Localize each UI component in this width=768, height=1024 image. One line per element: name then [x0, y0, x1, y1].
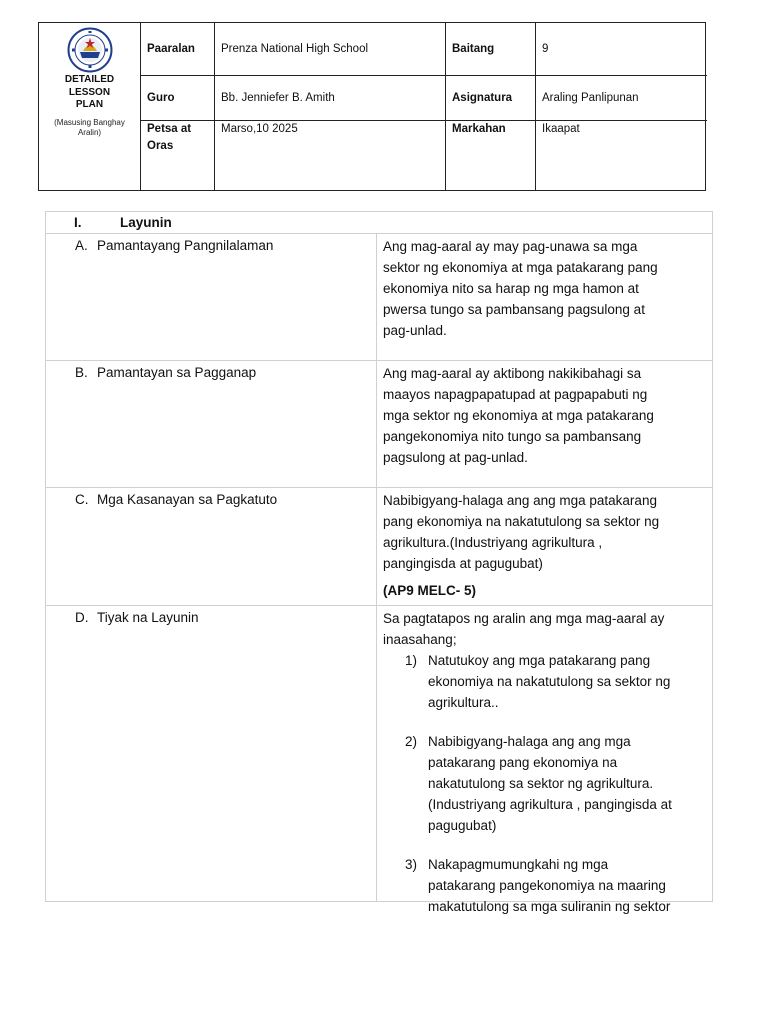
table-row — [46, 488, 712, 606]
objectives-table — [45, 211, 713, 914]
row-content: Ang mag-aaral ay may pag-unawa sa mga sektor ng ekonomiya at mga patakarang pang ekonomiya nito sa harap ng mga hamon at pwersa tungo sa pambansang pagsulong at pag-unlad. — [383, 239, 658, 338]
row-content: Sa pagtatapos ng aralin ang mga mag-aaral ay inaasahang; 1) Natutukoy ang mga patakarang pang ekonomiya na nakatutulong sa sektor ng agrikultura.. 2) Nabibigyang-halaga ang ang mga patakarang pang ekonomiya na nakatutulong sa sektor ng agrikultura. (Industriyang agrikultura , pangingisda at pagugubat) 3) Nakapagmumungkahi ng mga patakarang pangekonomiya na maaring makatutulong sa mga suliranin ng sektor — [377, 606, 712, 901]
date-value: Marso,10 2025 — [215, 121, 446, 190]
plan-title: DETAILED LESSON PLAN — [64, 74, 115, 110]
logo-cell — [39, 23, 141, 190]
row-label: B. Pamantayan sa Pagganap — [46, 361, 377, 487]
quarter-value: Ikaapat — [542, 123, 580, 135]
melc-code: (AP9 MELC- 5) — [383, 583, 477, 598]
list-item: 1) Natutukoy ang mga patakarang pang ekonomiya na nakatutulong sa sektor ng agrikultura.. — [405, 653, 671, 710]
row-content: Ang mag-aaral ay aktibong nakikibahagi sa maayos napagpapatupad at pagpapabuti ng mga sektor ng ekonomiya at mga patakarang pangekonomiya nito tungo sa pambansang pagsulong at pag-unlad. — [383, 366, 654, 465]
lesson-plan-header — [38, 22, 706, 191]
row-content: Nabibigyang-halaga ang ang mga patakarang pang ekonomiya na nakatutulong sa sektor ng agrikultura.(Industriyang agrikultura , pangingisda at pagugubat) (AP9 MELC- 5) — [377, 488, 712, 605]
row-label: D. Tiyak na Layunin — [46, 606, 377, 901]
school-label: Paaralan — [141, 23, 215, 76]
table-row — [46, 606, 712, 914]
plan-subtitle: (Masusing Banghay Aralin) — [54, 117, 125, 137]
section-title: Layunin — [120, 214, 172, 230]
subject-value: Araling Panlipunan — [536, 76, 707, 121]
objective-list — [405, 650, 706, 917]
deped-seal-icon — [67, 27, 113, 73]
row-label: C. Mga Kasanayan sa Pagkatuto — [46, 488, 377, 605]
school-value: Prenza National High School — [215, 23, 446, 76]
table-row — [46, 234, 712, 361]
date-label: Petsa at Oras — [141, 121, 215, 190]
subject-label: Asignatura — [446, 76, 536, 121]
section-number: I. — [74, 214, 82, 230]
list-item: 3) Nakapagmumungkahi ng mga patakarang pangekonomiya na maaring makatutulong sa mga suliranin ng sektor — [405, 857, 671, 914]
grade-label: Baitang — [446, 23, 536, 76]
row-label: A. Pamantayang Pangnilalaman — [46, 234, 377, 360]
grade-value: 9 — [536, 23, 707, 76]
list-item: 2) Nabibigyang-halaga ang ang mga patakarang pang ekonomiya na nakatutulong sa sektor ng agrikultura. (Industriyang agrikultura , pangingisda at pagugubat) — [405, 734, 672, 833]
section-title-row — [46, 212, 712, 234]
teacher-label: Guro — [141, 76, 215, 121]
teacher-value: Bb. Jenniefer B. Amith — [215, 76, 446, 121]
quarter-label: Markahan — [446, 121, 536, 190]
table-row — [46, 361, 712, 488]
